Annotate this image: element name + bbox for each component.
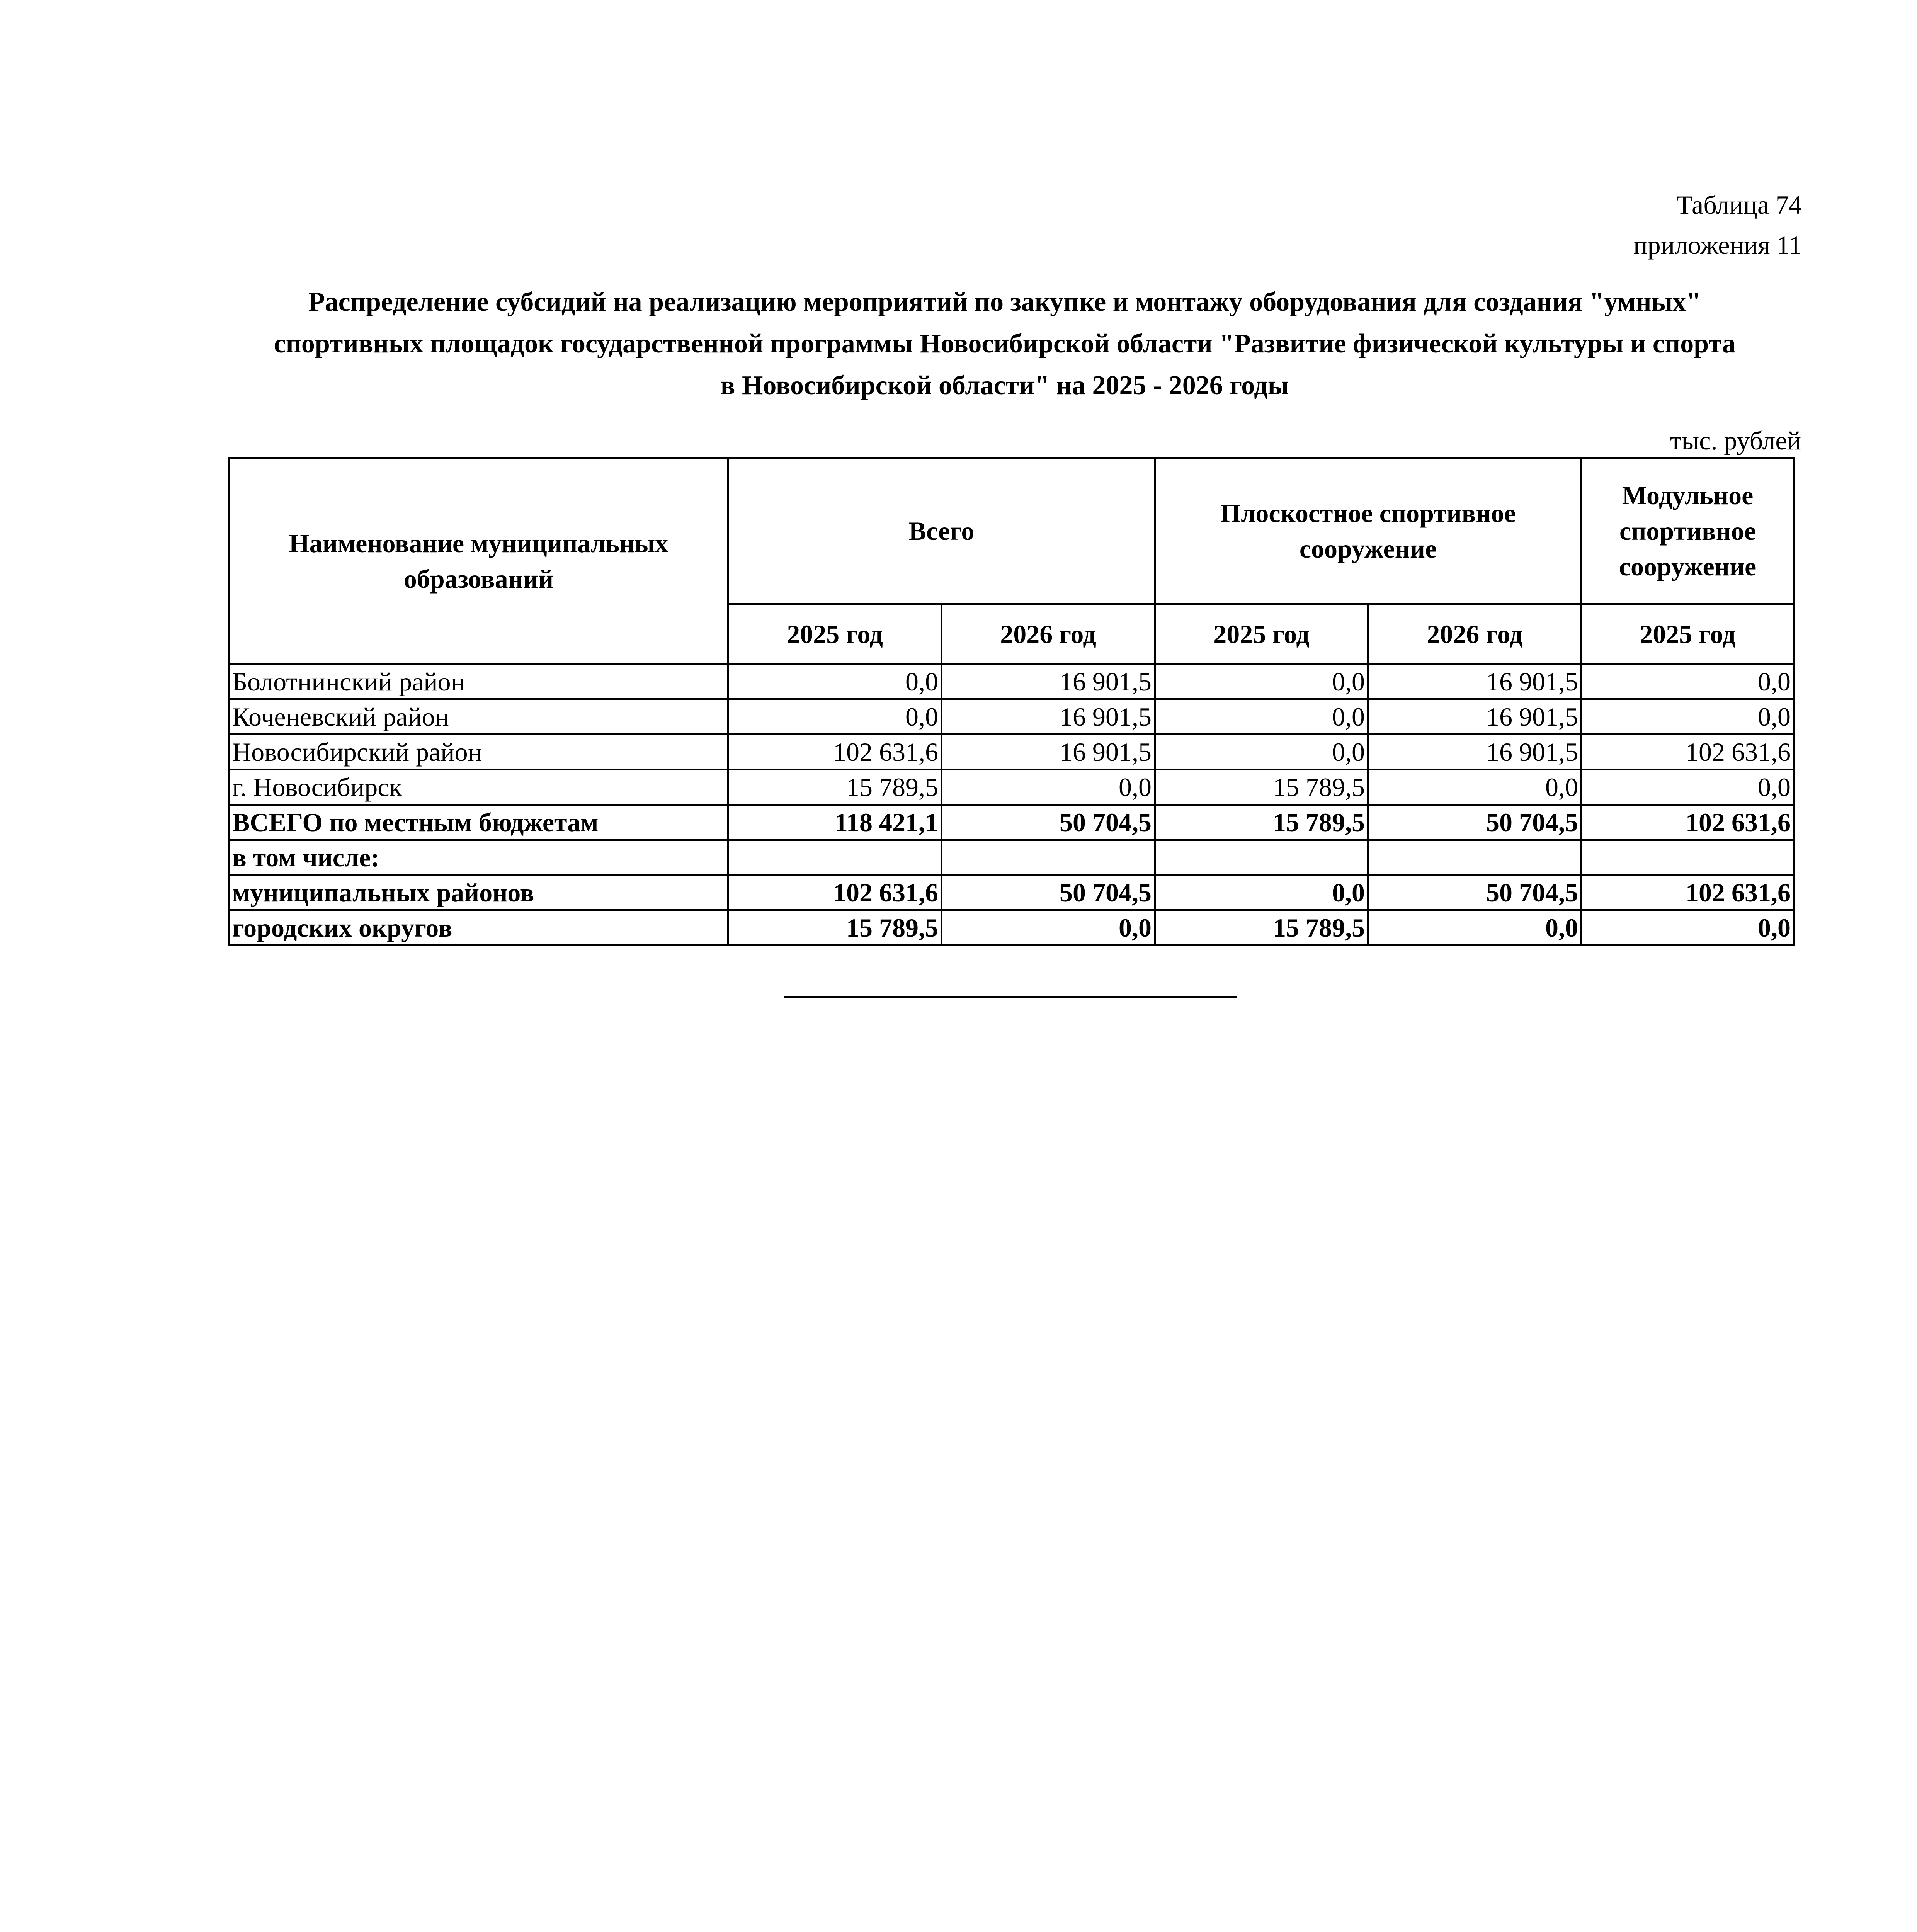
table-row (229, 699, 1794, 735)
cell-value: 102 631,6 (728, 735, 942, 770)
table-row (229, 910, 1794, 946)
cell-value: 0,0 (1582, 699, 1794, 735)
table-reference (1633, 185, 1802, 265)
cell-value: 50 704,5 (1368, 875, 1582, 910)
cell-value (1582, 840, 1794, 875)
cell-value: 0,0 (1155, 699, 1368, 735)
column-header-flat: Плоскостное спортивное сооружение (1155, 458, 1582, 604)
year-header: 2026 год (942, 604, 1155, 664)
row-name: в том числе: (229, 840, 728, 875)
title-line-1: Распределение субсидий на реализацию мероприятий по закупке и монтажу оборудования для создания "умных" (308, 287, 1701, 317)
cell-value: 0,0 (1368, 910, 1582, 946)
cell-value: 0,0 (728, 664, 942, 699)
row-name: г. Новосибирск (229, 770, 728, 805)
row-name: Болотнинский район (229, 664, 728, 699)
cell-value: 16 901,5 (1368, 664, 1582, 699)
table-row (229, 664, 1794, 699)
cell-value (1368, 840, 1582, 875)
table-row (229, 735, 1794, 770)
cell-value: 0,0 (1368, 770, 1582, 805)
subheading-row (229, 840, 1794, 875)
cell-value: 0,0 (728, 699, 942, 735)
row-name: ВСЕГО по местным бюджетам (229, 805, 728, 840)
cell-value: 50 704,5 (1368, 805, 1582, 840)
cell-value: 15 789,5 (728, 910, 942, 946)
cell-value: 102 631,6 (1582, 805, 1794, 840)
table-number: Таблица 74 (1676, 190, 1802, 219)
cell-value (942, 840, 1155, 875)
cell-value (1155, 840, 1368, 875)
cell-value: 15 789,5 (1155, 910, 1368, 946)
document-title (216, 281, 1793, 406)
column-header-total: Всего (728, 458, 1155, 604)
cell-value: 102 631,6 (728, 875, 942, 910)
cell-value: 0,0 (1582, 910, 1794, 946)
subsidy-table (228, 457, 1795, 946)
cell-value: 0,0 (1155, 735, 1368, 770)
cell-value: 0,0 (942, 910, 1155, 946)
cell-value: 16 901,5 (942, 735, 1155, 770)
table-row (229, 875, 1794, 910)
header-row (229, 458, 1794, 604)
row-name: муниципальных районов (229, 875, 728, 910)
row-name: Новосибирский район (229, 735, 728, 770)
end-rule-divider (784, 996, 1237, 998)
cell-value: 16 901,5 (942, 664, 1155, 699)
cell-value: 102 631,6 (1582, 735, 1794, 770)
cell-value: 102 631,6 (1582, 875, 1794, 910)
row-name: городских округов (229, 910, 728, 946)
year-header: 2025 год (728, 604, 942, 664)
cell-value: 0,0 (1582, 770, 1794, 805)
cell-value: 0,0 (1155, 664, 1368, 699)
column-header-name: Наименование муниципальных образований (229, 458, 728, 664)
cell-value: 0,0 (1582, 664, 1794, 699)
cell-value: 0,0 (942, 770, 1155, 805)
cell-value: 16 901,5 (1368, 735, 1582, 770)
cell-value: 15 789,5 (1155, 770, 1368, 805)
cell-value: 15 789,5 (728, 770, 942, 805)
year-header: 2025 год (1582, 604, 1794, 664)
appendix-number: приложения 11 (1633, 230, 1802, 260)
title-line-3: в Новосибирской области" на 2025 - 2026 годы (720, 371, 1289, 400)
cell-value: 16 901,5 (942, 699, 1155, 735)
row-name: Коченевский район (229, 699, 728, 735)
cell-value: 118 421,1 (728, 805, 942, 840)
cell-value: 15 789,5 (1155, 805, 1368, 840)
cell-value: 0,0 (1155, 875, 1368, 910)
year-header: 2025 год (1155, 604, 1368, 664)
title-line-2: спортивных площадок государственной программы Новосибирской области "Развитие физической культуры и спорта (274, 329, 1736, 359)
total-row (229, 805, 1794, 840)
units-label: тыс. рублей (1670, 426, 1801, 455)
table-row (229, 770, 1794, 805)
year-header: 2026 год (1368, 604, 1582, 664)
cell-value: 50 704,5 (942, 875, 1155, 910)
cell-value: 50 704,5 (942, 805, 1155, 840)
cell-value (728, 840, 942, 875)
cell-value: 16 901,5 (1368, 699, 1582, 735)
column-header-modular: Модульное спортивное сооружение (1582, 458, 1794, 604)
